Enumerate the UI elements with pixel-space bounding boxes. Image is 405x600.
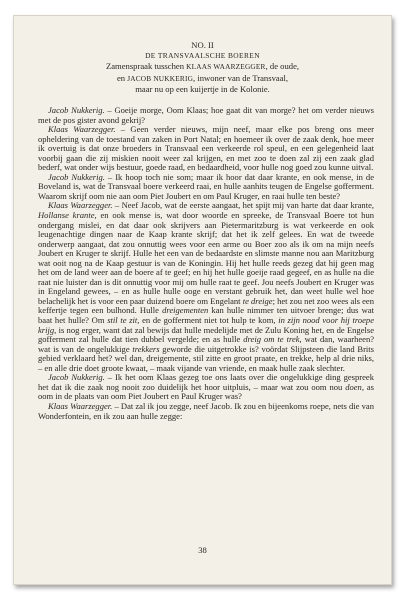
- paragraph-text: , is nog erger, want dat zal bewijs dat hulle medelijde met de Zulu Koning het, en de Engelse gofferment zal hulle dat tien dubbel vergelde; en as hulle: [38, 324, 374, 345]
- italic-text: in zijn nood voor hij troepe krijg: [38, 315, 374, 335]
- paragraph-text: – Ik hoop toch nie som; maar ik hoor dat daar krante, en ook mense, in de Boveland is, wat de Transvaal boere verkeerd raai, en hulle aanhits teugen de Engelse gofferment. Waarom skrijf oom nie aan oom Piet Joubert en om Paul Kruger, en raai hulle ten beste?: [38, 171, 374, 201]
- italic-text: trekkers: [132, 343, 160, 354]
- italic-text: dreig om te trek: [243, 334, 300, 345]
- subtitle-line-3: maar nu op een kuijertje in de Kolonie.: [135, 84, 270, 95]
- paragraph-text: geworde die uitgetrokke is? voördat Slijpsteen die land Brits gebied verklaard het? wel dan, dreigemente, stil zitte en groot praate, en trekke, help al drie niks, – en alle drie doet groote kwaat, – maak vijande van vriende, en maak hulle zaak slechter.: [38, 343, 374, 373]
- speaker-name: KLAAS WAARZEGGER: [186, 62, 266, 72]
- dialogue-paragraph: [38, 173, 374, 202]
- subtitle-text: , inwoner van de Transvaal,: [193, 72, 289, 83]
- speaker-label: Jacob Nukkerig.: [48, 105, 105, 115]
- page-number: 38: [198, 545, 207, 555]
- paragraph-text: – Ik het oom Klaas gezeg toe ons laats over die ongelukkige ding gespreek het dat ik die zaak nog nooit zoo duidelijk het hoor uitpluis, – maar wat zou oom nou: [38, 372, 374, 392]
- subtitle-text: Zamenspraak tusschen: [105, 61, 187, 72]
- italic-text: doen: [345, 381, 362, 392]
- italic-text: dreigementen: [162, 305, 209, 316]
- paragraph-text: – Geen verder nieuws, mijn neef, maar elke pos breng ons meer opheldering van de toestand van zaken in Port Natal; en hoemeer ik over de zaak denk, hoe meer ik overtuig is dat onze broeders in Transvaal een verkeerde rol speul, en een gelegenheid laat voorbij gaan die zij miskien nooit weer zal krijgen, en met zoo te doen zal zij een zaak glad bederf, wat onder wijs bestuur, goede raad, en bedaardheid, voor hulle nog goed zou kunne uitval.: [38, 124, 374, 173]
- paragraph-text: ; het zou net zoo wees als een keffertje tegen een bulhond. Hulle: [38, 295, 374, 316]
- paragraph-text: , wat dan, waarheen? wat is van de ongelukkige: [38, 334, 375, 354]
- italic-text: te dreige: [242, 295, 273, 306]
- speaker-label: Klaas Waarzegger.: [48, 124, 116, 135]
- paragraph-text: , en ook mense is, wat door woorde en spreeke, de Transvaal Boere tot hun ondergang mislei, en dat daar ook skrijvers aan Pietermaritzburg is wat verkeerde en ook leugenachtige dingen naar de Kaap krante skrijf; dat het ik zelf gelees. En wat de tweede onderwerp aangaat, dat zou onnuttig wees voor een arme ou Boer zoo als ik om na mijn neefs Joubert en Kruger te skrijf. Hulle het een van de bedaardste en slimste manne nou aan Maritzburg wat ooit nog na de Kaap gestuur is van de Koningin. Hij het hulle reeds gezeg dat hij geen mag het om de land weer aan de boere af te geef; en hij het hulle goeije raad gegeef, en as hulle na die raat nie luister dan is dit onnuttig voor mij om hulle raat te geef. Jou neefs Joubert en Kruger was in Engeland gewees, – en as hulle hulle ooge en verstant gebruik het, dan weet hulle wel hoe belachelijk het is voor een paar duizend boere om Engelant: [38, 210, 374, 306]
- speaker-label: Jacob Nukkerig.: [48, 171, 105, 182]
- paragraph-text: – Dat zal ik jou zegge, neef Jacob. Ik zou en bijeenkoms roepe, nets die van Wonderfontein, en ik zou aan hulle zegge:: [38, 400, 374, 421]
- subtitle-line-1: [14, 61, 391, 73]
- paragraph-text: – Neef Jacob, wat de eerste aangaat, het spijt mij van harte dat daar krante,: [112, 200, 374, 211]
- subtitle-text: , de oude,: [265, 61, 300, 72]
- dialogue-paragraph: [38, 373, 374, 402]
- dialogue-paragraph: [38, 106, 374, 125]
- subtitle-text: en: [116, 72, 128, 83]
- dialogue-body: [38, 106, 374, 421]
- dialogue-paragraph: [38, 201, 374, 373]
- paragraph-text: – Goeije morge, Oom Klaas; hoe gaat dit van morge? het om verder nieuws met de pos gister avond gekrij?: [38, 105, 374, 125]
- speaker-label: Jacob Nukkerig.: [48, 372, 105, 383]
- subtitle-line-2: [14, 73, 391, 85]
- italic-text: Hollanse krante: [38, 210, 95, 221]
- italic-text: stil te zit: [107, 315, 138, 326]
- paragraph-text: , en de gofferment niet tot hulp te kom,: [137, 315, 279, 326]
- section-title: DE TRANSVAALSCHE BOEREN: [145, 50, 260, 60]
- paragraph-text: kan hulle nimmer ten uitvoer brenge; dus wat baat het hulle? Om: [38, 305, 374, 326]
- paragraph-text: , as oom in de plaats van oom Piet Joubert en Paul Kruger was?: [38, 381, 374, 402]
- page-header: [14, 40, 391, 95]
- dialogue-paragraph: [38, 125, 374, 173]
- speaker-label: Klaas Waarzegger.: [48, 400, 113, 411]
- dialogue-paragraph: [38, 402, 374, 421]
- speaker-name: JACOB NUKKERIG: [127, 73, 194, 83]
- speaker-label: Klaas Waarzegger.: [48, 200, 113, 211]
- section-number: NO. II: [191, 40, 214, 50]
- book-page: [13, 15, 392, 585]
